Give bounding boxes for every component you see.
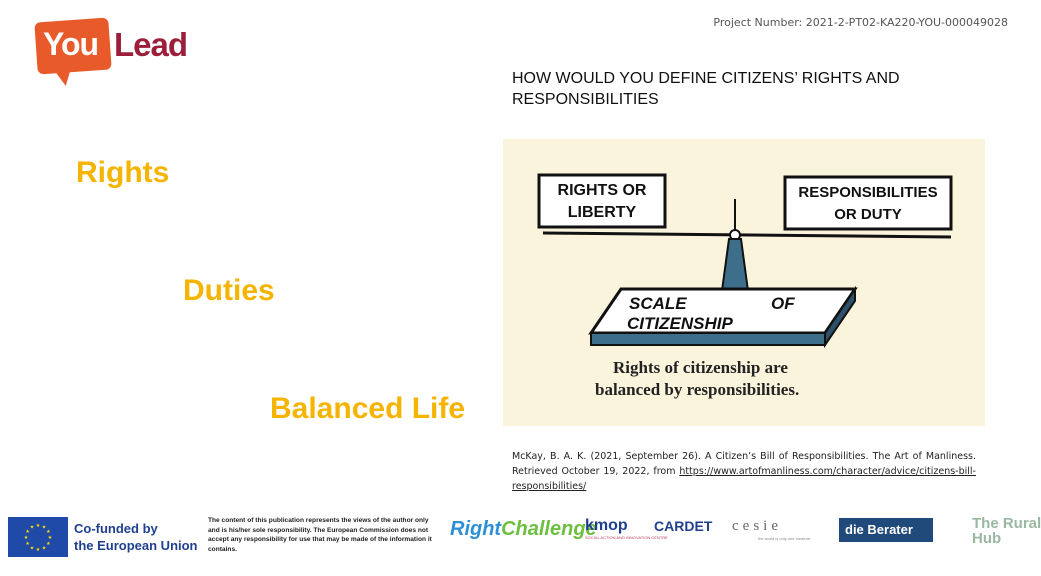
logo-speech-tail: [52, 64, 75, 87]
slide-heading: HOW WOULD YOU DEFINE CITIZENS’ RIGHTS AND RESPONSIBILITIES: [512, 70, 900, 108]
eu-stars-icon: [8, 517, 68, 557]
partner-cardet-logo: CARDET: [654, 518, 713, 534]
scale-illustration-svg: [503, 139, 985, 426]
cofunded-line2: the European Union: [74, 538, 198, 553]
partner-cesie-logo: cesie: [732, 518, 782, 534]
citation-text: McKay, B. A. K. (2021, September 26). A Citizen’s Bill of Responsibilities. The Art of Manliness. Retrieved October 19, 2022, from: [512, 451, 976, 477]
svg-text:★: ★: [29, 524, 35, 531]
citation-link[interactable]: https://www.artofmanliness.com/character/advice/citizens-bill-responsibilities/: [512, 466, 976, 492]
rightchallenge-challenge: Challenge: [501, 518, 597, 540]
svg-text:★: ★: [25, 541, 30, 547]
responsibilities-box-line1: RESPONSIBILITIES: [798, 184, 938, 201]
citation: [512, 449, 976, 494]
svg-text:★: ★: [47, 535, 53, 541]
partner-dieberater-logo: die Berater: [839, 518, 933, 542]
ruralhub-line1: The Rural: [972, 515, 1041, 532]
svg-text:★: ★: [29, 545, 35, 552]
illustration-caption-line1: Rights of citizenship are: [613, 358, 788, 377]
project-number: Project Number: 2021-2-PT02-KA220-YOU-000049028: [713, 16, 1008, 29]
scale-label-of: OF: [771, 294, 795, 313]
eu-flag-icon: [8, 517, 68, 557]
svg-text:★: ★: [46, 541, 51, 547]
partner-ruralhub-logo: [972, 516, 1041, 546]
partner-rightchallenge-logo: [450, 518, 597, 541]
partner-cesie-tagline: the world is only one creature: [758, 536, 811, 541]
responsibilities-box-line2: OR DUTY: [834, 206, 902, 223]
rights-box-line2: LIBERTY: [567, 204, 637, 221]
scale-label-citizenship: CITIZENSHIP: [627, 314, 733, 333]
keyword-rights: Rights: [76, 156, 170, 189]
svg-text:★: ★: [46, 529, 51, 535]
scale-base-front: [591, 333, 825, 345]
svg-text:★: ★: [35, 523, 41, 529]
cofunded-label: [74, 520, 198, 554]
scale-of-citizenship-illustration: [503, 139, 985, 426]
scale-beam: [543, 233, 951, 237]
keyword-duties: Duties: [183, 274, 275, 307]
partner-kmop-logo: kmop: [585, 517, 628, 534]
svg-text:★: ★: [35, 547, 41, 553]
logo-you-text: You: [43, 26, 99, 62]
svg-text:★: ★: [41, 524, 47, 531]
svg-text:★: ★: [41, 545, 47, 552]
ruralhub-line2: Hub: [972, 530, 1002, 547]
scale-label-scale: SCALE: [629, 294, 687, 313]
partner-kmop-tagline: SOCIAL ACTION AND INNOVATION CENTRE: [585, 535, 668, 540]
eu-disclaimer: The content of this publication represents the views of the author only and is his/her sole responsibility. The European Commission does not accept any responsibility for use that may be made of the information it contains.: [208, 517, 432, 553]
cofunded-line1: Co-funded by: [74, 521, 158, 536]
svg-text:★: ★: [25, 529, 30, 535]
keyword-balanced-life: Balanced Life: [270, 392, 466, 425]
rights-box-line1: RIGHTS OR: [557, 182, 647, 199]
youlead-logo: [36, 20, 186, 90]
svg-text:★: ★: [23, 535, 29, 541]
illustration-caption-line2: balanced by responsibilities.: [595, 380, 800, 399]
rightchallenge-right: Right: [450, 518, 502, 540]
logo-lead-text: Lead: [114, 26, 188, 63]
